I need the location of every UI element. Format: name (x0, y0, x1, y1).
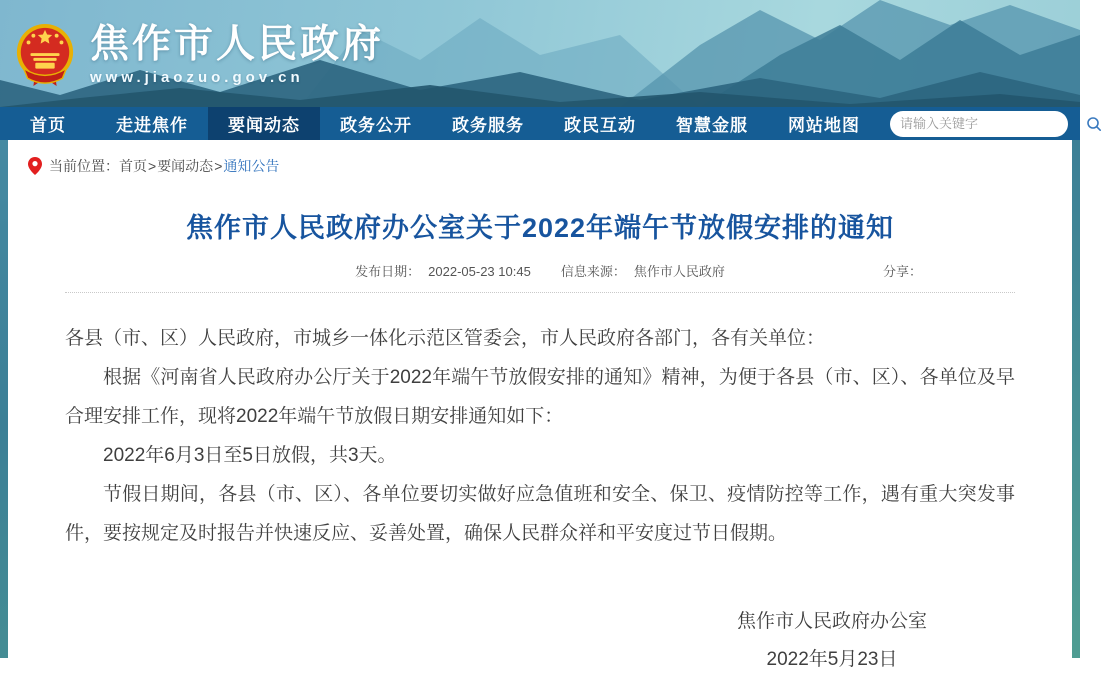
site-header (0, 0, 1080, 107)
site-title: 焦作市人民政府 (90, 23, 385, 66)
signature-block (737, 603, 927, 679)
national-emblem-icon (14, 22, 76, 88)
site-url: www.jiaozuo.gov.cn (90, 69, 304, 86)
brand-text (90, 24, 384, 86)
source-value: 焦作市人民政府 (633, 264, 725, 279)
signature-date: 2022年5月23日 (766, 649, 898, 670)
article-paragraph-salutation: 各县（市、区）人民政府，市城乡一体化示范区管委会，市人民政府各部门，各有关单位： (65, 328, 826, 349)
breadcrumb-separator: > (214, 158, 223, 174)
breadcrumb-item-notices[interactable]: 通知公告 (223, 158, 280, 174)
breadcrumb-label: 当前位置： (49, 158, 119, 174)
source-label: 信息来源： (560, 264, 626, 279)
breadcrumb (8, 140, 1072, 176)
publish-date-value: 2022-05-23 10:45 (428, 264, 531, 279)
location-pin-icon (28, 157, 42, 175)
main-navbar (0, 107, 1080, 140)
search-button[interactable] (1086, 111, 1102, 137)
article-paragraph: 节假日期间，各县（市、区）、各单位要切实做好应急值班和安全、保卫、疫情防控等工作，遇有重大突发事件，要按规定及时报告并快速反应、妥善处置，确保人民群众祥和平安度过节日假期。 (65, 484, 1015, 544)
nav-item-news-active[interactable]: 要闻动态 (208, 107, 320, 140)
search-icon (1086, 116, 1102, 132)
share-label: 分享： (882, 264, 922, 279)
article-signature (65, 603, 927, 679)
breadcrumb-item-news[interactable]: 要闻动态 (157, 158, 214, 174)
nav-item-home[interactable]: 首页 (30, 116, 66, 135)
article-meta (8, 261, 1072, 279)
publish-date-label: 发布日期： (355, 264, 421, 279)
content-panel (8, 140, 1072, 670)
nav-item-gov-services[interactable]: 政务服务 (452, 116, 524, 135)
article-paragraph: 根据《河南省人民政府办公厅关于2022年端午节放假安排的通知》精神，为便于各县（市、区）、各单位及早合理安排工作，现将2022年端午节放假日期安排通知如下： (65, 367, 1015, 427)
nav-item-smart-finance[interactable]: 智慧金服 (676, 116, 748, 135)
article-body (8, 293, 1072, 679)
search-box (890, 111, 1068, 137)
article-meta-center (351, 264, 729, 279)
nav-item-sitemap[interactable]: 网站地图 (788, 116, 860, 135)
breadcrumb-separator: > (148, 158, 157, 174)
breadcrumb-item-home[interactable]: 首页 (119, 158, 147, 174)
article-paragraph: 2022年6月3日至5日放假，共3天。 (103, 445, 397, 466)
article-title: 焦作市人民政府办公室关于2022年端午节放假安排的通知 (185, 213, 895, 243)
nav-item-about-jiaozuo[interactable]: 走进焦作 (116, 116, 188, 135)
search-input[interactable] (890, 113, 1086, 135)
site-brand (14, 22, 384, 88)
signature-office: 焦作市人民政府办公室 (736, 611, 927, 632)
nav-item-interaction[interactable]: 政民互动 (564, 116, 636, 135)
nav-item-gov-affairs[interactable]: 政务公开 (340, 116, 412, 135)
